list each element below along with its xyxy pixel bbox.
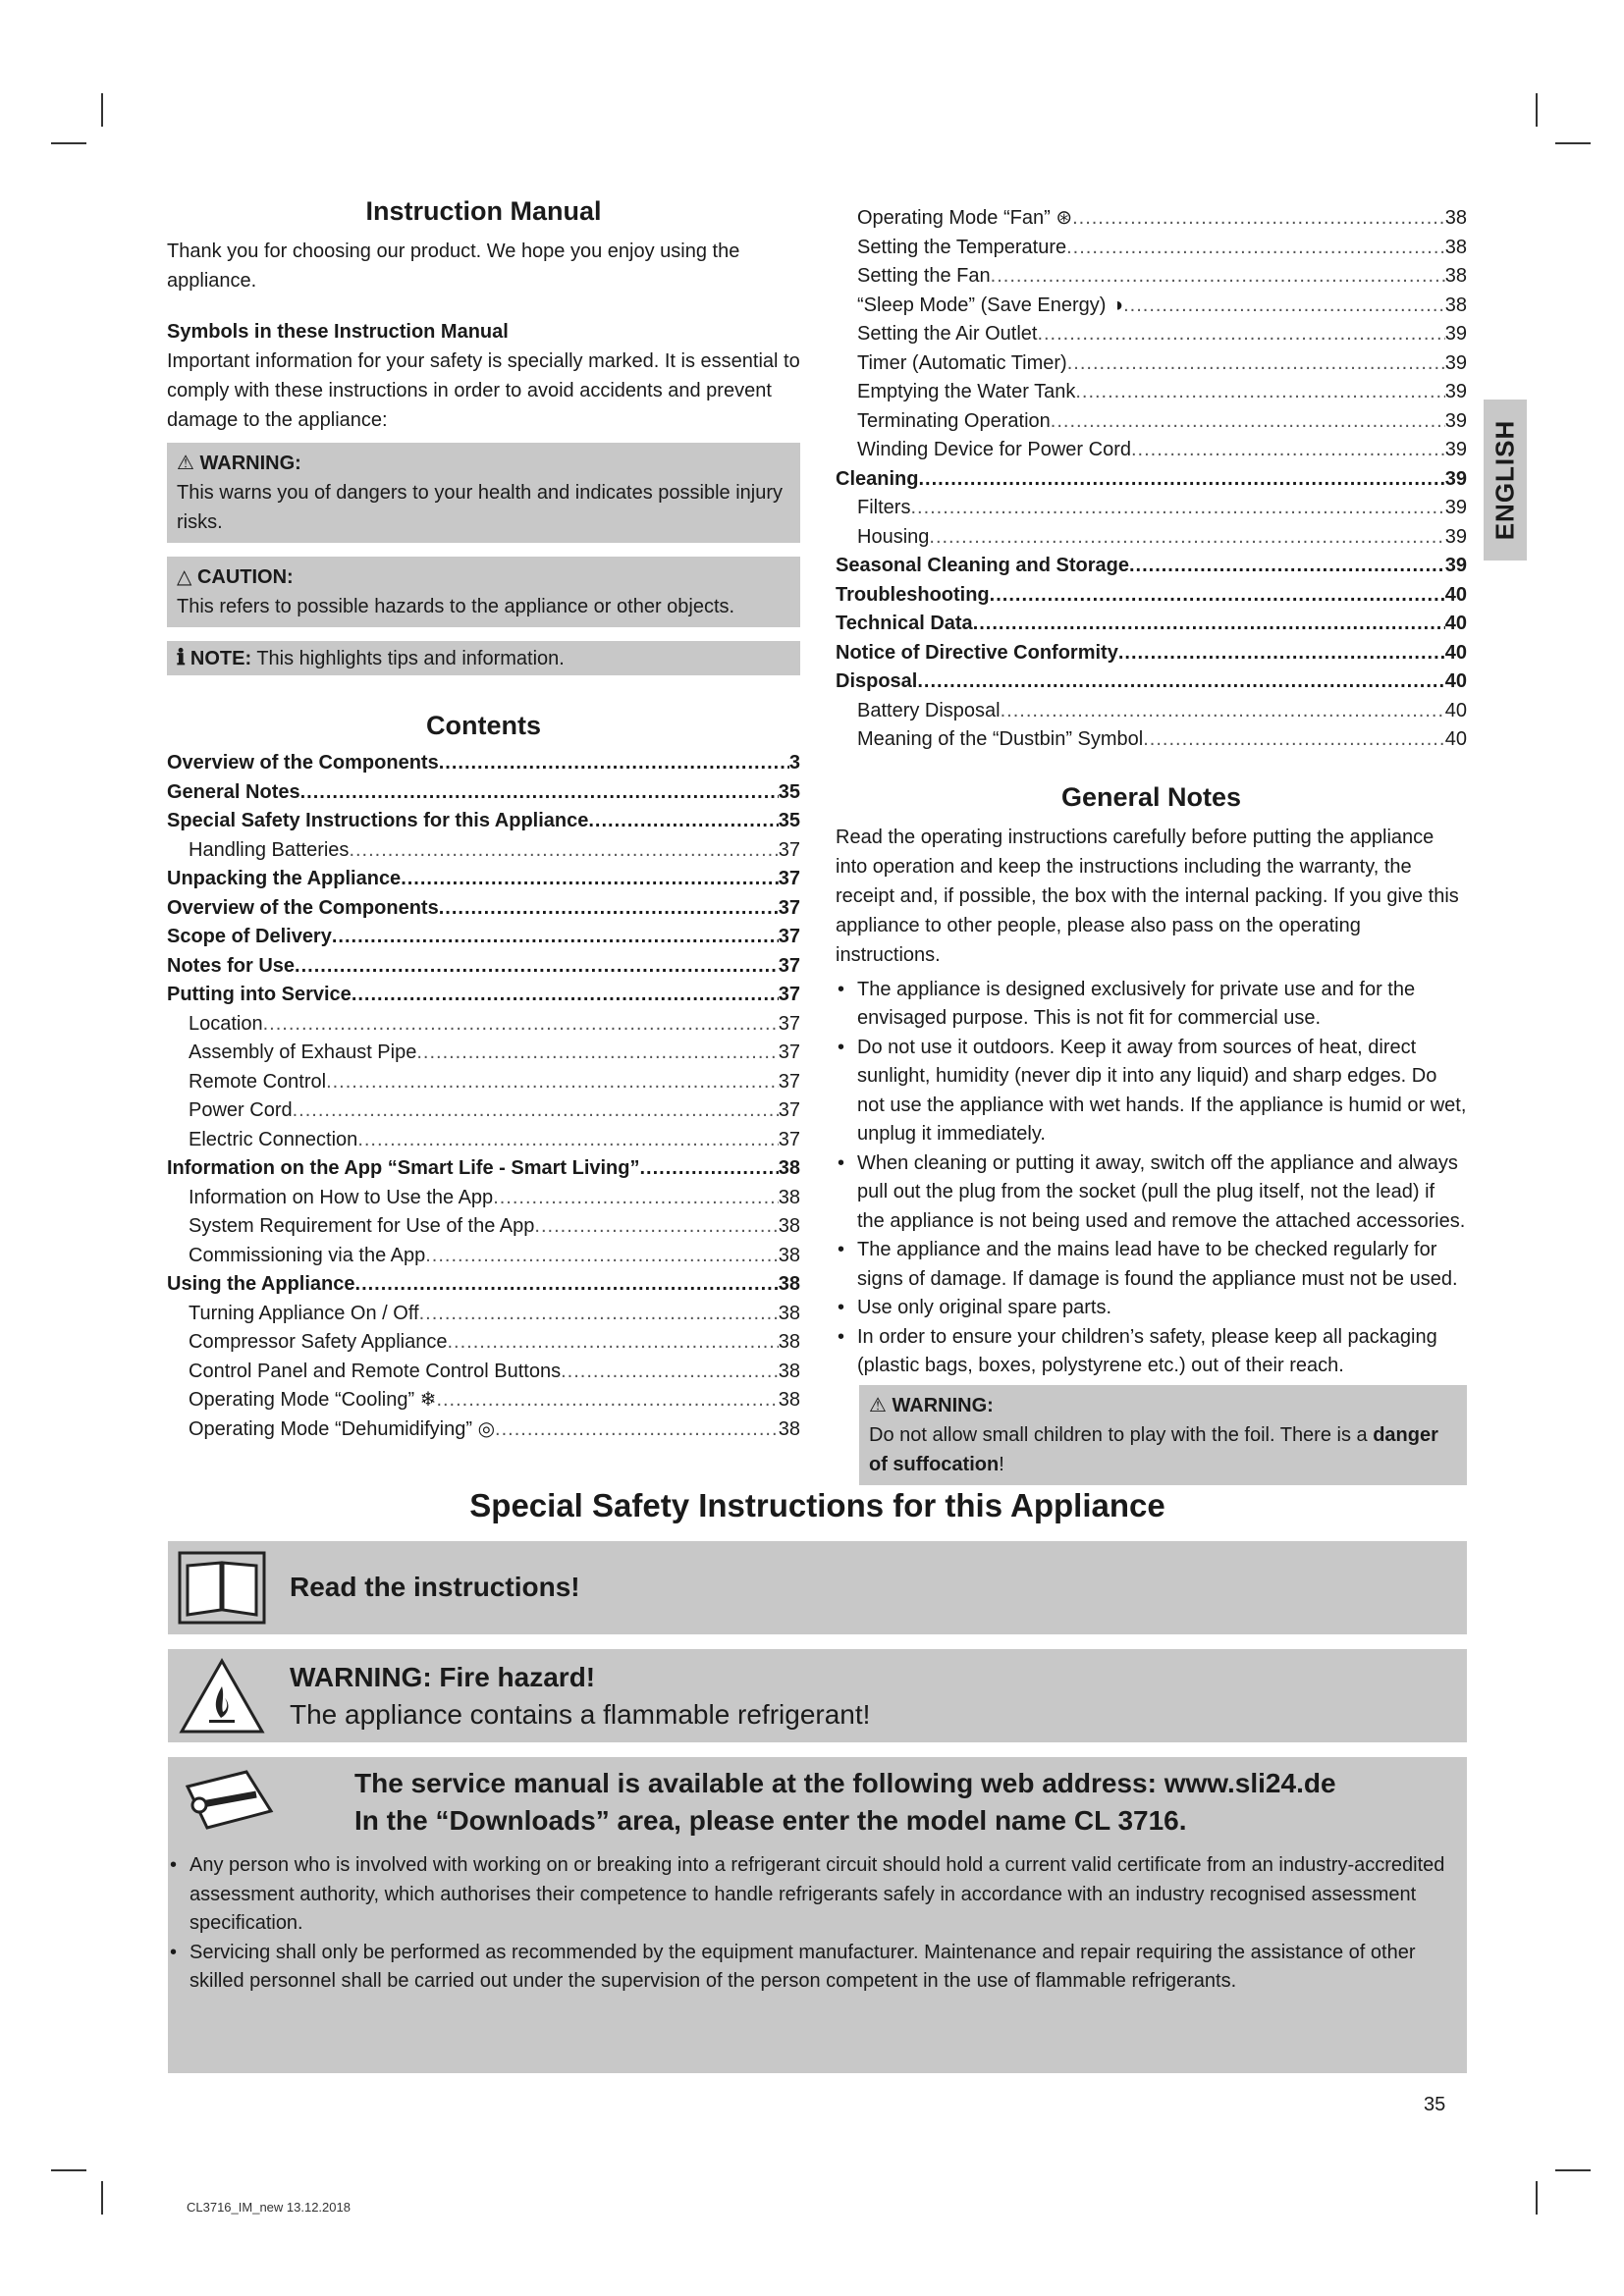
symbols-text: Important information for your safety is specially marked. It is essential to comply with these instructions in order to avoid accidents and prevent damage to the appliance: (167, 350, 800, 431)
note-box (167, 641, 800, 675)
toc-entry-title: General Notes (167, 780, 300, 803)
toc-entry-title: Emptying the Water Tank (857, 381, 1076, 402)
toc-entry-title: Unpacking the Appliance (167, 868, 402, 889)
toc-entry-title: Compressor Safety Appliance (189, 1331, 448, 1353)
toc-entry (167, 1068, 800, 1097)
read-instructions-band (168, 1541, 1467, 1634)
bullet-item: • In order to ensure your children’s safety, please keep all packaging (plastic bags, boxes, polystyrene etc.) out of their reach. (836, 1323, 1467, 1381)
language-tab (1484, 400, 1527, 561)
info-icon: ℹ (177, 645, 186, 669)
crop-mark (101, 93, 103, 127)
toc-leader (910, 494, 1444, 523)
toc-entry (836, 494, 1467, 523)
toc-leader (1075, 378, 1444, 407)
toc-leader (561, 1358, 779, 1387)
warning-text: This warns you of dangers to your health and indicates possible injury risks. (177, 482, 784, 533)
toc-entry-title: Scope of Delivery (167, 926, 332, 947)
caution-box (167, 557, 800, 627)
service-wrench-icon (178, 1767, 276, 1836)
warning-end: ! (999, 1453, 1004, 1475)
warning-text: Do not allow small children to play with the foil. There is a (869, 1423, 1368, 1446)
toc-entry (167, 894, 800, 924)
toc-entry-page: 37 (778, 1128, 800, 1150)
toc-entry (167, 865, 800, 894)
warning-label: WARNING: (892, 1394, 994, 1416)
toc-leader (1001, 697, 1445, 726)
toc-entry-page: 37 (778, 896, 800, 919)
toc-entry-page: 38 (1444, 207, 1467, 229)
toc-entry-title: Setting the Air Outlet (857, 323, 1038, 345)
toc-entry (167, 1010, 800, 1040)
toc-entry-page: 39 (1444, 555, 1467, 576)
toc-entry-page: 38 (778, 1360, 800, 1382)
toc-entry-title: Terminating Operation (857, 409, 1051, 432)
toc-entry (836, 234, 1467, 263)
toc-entry-title: Battery Disposal (857, 699, 1001, 721)
bullet-item: • When cleaning or putting it away, switch off the appliance and always pull out the plug from the socket (pull the plug itself, not the lead) if the appliance is not being used and remove the attached accessories. (836, 1149, 1467, 1237)
toc-entry-title: Handling Batteries (189, 838, 350, 861)
toc-entry-title: Housing (857, 525, 930, 548)
toc-entry-page: 37 (778, 926, 800, 947)
toc-entry (167, 923, 800, 952)
page-number: 35 (1424, 2094, 1446, 2115)
language-tab-label: ENGLISH (1489, 419, 1520, 541)
doc-id: CL3716_IM_new 13.12.2018 (187, 2200, 351, 2215)
toc-entry-page: 40 (1444, 699, 1467, 721)
toc-entry (167, 1415, 800, 1445)
toc-leader (401, 865, 779, 894)
toc-leader (495, 1415, 779, 1445)
toc-entry (167, 1242, 800, 1271)
toc-entry-title: Troubleshooting (836, 583, 990, 606)
toc-entry (167, 1212, 800, 1242)
toc-entry-page: 38 (778, 1273, 800, 1295)
toc-entry (167, 807, 800, 836)
general-notes-list (836, 976, 1467, 1381)
toc-leader (332, 923, 779, 952)
symbols-heading: Symbols in these Instruction Manual (167, 321, 509, 343)
toc-right-list (836, 204, 1467, 755)
toc-entry-title: Location (189, 1012, 263, 1035)
toc-entry-title: Operating Mode “Fan” ⊛ (857, 207, 1073, 229)
general-notes-title: General Notes (1060, 781, 1242, 812)
crop-mark (101, 2181, 103, 2215)
toc-entry-page: 40 (1444, 641, 1467, 664)
book-icon (178, 1551, 266, 1625)
crop-mark (51, 2169, 86, 2171)
toc-entry-page: 39 (1444, 467, 1467, 490)
toc-entry-page: 38 (1444, 294, 1467, 316)
toc-leader (493, 1184, 779, 1213)
toc-leader (263, 1010, 779, 1040)
toc-leader (640, 1154, 779, 1184)
toc-entry-page: 38 (778, 1417, 800, 1440)
toc-entry-page: 40 (1444, 613, 1467, 634)
toc-entry-title: Commissioning via the App (189, 1244, 426, 1266)
toc-entry-title: Information on the App “Smart Life - Smart Living” (167, 1157, 640, 1179)
toc-entry-title: Information on How to Use the App (189, 1186, 494, 1208)
toc-entry-title: “Sleep Mode” (Save Energy) ◑ (857, 294, 1124, 316)
toc-entry (167, 1270, 800, 1300)
toc-entry (836, 349, 1467, 379)
toc-entry-page: 39 (1444, 381, 1467, 402)
toc-leader (293, 1096, 779, 1126)
toc-leader (1123, 292, 1445, 321)
toc-entry-page: 40 (1444, 670, 1467, 692)
toc-entry-title: Power Cord (189, 1099, 293, 1121)
toc-entry (167, 1096, 800, 1126)
toc-entry (836, 262, 1467, 292)
manual-title: Instruction Manual (365, 196, 602, 226)
toc-entry-page: 37 (778, 1070, 800, 1093)
toc-leader (918, 465, 1444, 495)
toc-entry-page: 37 (778, 1041, 800, 1063)
toc-entry-title: Cleaning (836, 467, 919, 490)
toc-entry (836, 581, 1467, 611)
toc-entry-page: 39 (1444, 409, 1467, 432)
toc-leader (300, 778, 779, 808)
toc-leader (1067, 349, 1445, 379)
toc-leader (425, 1242, 779, 1271)
toc-leader (416, 1039, 778, 1068)
toc-entry-page: 40 (1444, 583, 1467, 606)
toc-entry (167, 1358, 800, 1387)
left-column (167, 196, 800, 1444)
special-safety-title: Special Safety Instructions for this Appliance (469, 1487, 1165, 1523)
crop-mark (1536, 93, 1538, 127)
toc-entry (167, 1184, 800, 1213)
note-text: This highlights tips and information. (256, 648, 565, 669)
toc-entry-page: 35 (778, 780, 800, 803)
crop-mark (51, 142, 86, 144)
toc-entry-title: Seasonal Cleaning and Storage (836, 555, 1129, 576)
bullet-item: • The appliance and the mains lead have to be checked regularly for signs of damage. If damage is found the appliance must not be used. (836, 1236, 1467, 1294)
toc-leader (534, 1212, 778, 1242)
warning-bold-text: danger of suffocation (869, 1423, 1438, 1475)
toc-entry (836, 610, 1467, 639)
special-safety-list (168, 1851, 1454, 1997)
toc-entry (836, 320, 1467, 349)
toc-entry-title: Assembly of Exhaust Pipe (189, 1041, 417, 1063)
toc-leader (1118, 639, 1445, 668)
toc-entry-page: 39 (1444, 351, 1467, 374)
toc-leader (1131, 436, 1445, 465)
toc-entry-page: 38 (778, 1215, 800, 1237)
toc-entry-page: 40 (1444, 728, 1467, 750)
toc-entry-title: Setting the Temperature (857, 236, 1067, 258)
caution-icon: △ (177, 566, 192, 588)
toc-leader (1129, 552, 1445, 581)
toc-entry-page: 39 (1444, 439, 1467, 460)
caution-label: CAUTION: (196, 566, 294, 588)
toc-entry-page: 3 (788, 752, 800, 774)
read-instructions-text: Read the instructions! (290, 1572, 580, 1602)
toc-entry (167, 981, 800, 1010)
thanks-text: Thank you for choosing our product. We hope you enjoy using the appliance. (167, 240, 740, 292)
toc-leader (295, 952, 779, 982)
toc-leader (419, 1300, 779, 1329)
toc-entry (167, 1386, 800, 1415)
toc-leader (1072, 204, 1445, 234)
toc-entry (836, 552, 1467, 581)
toc-entry-page: 37 (778, 1099, 800, 1121)
fire-hazard-heading: WARNING: Fire hazard! (290, 1662, 596, 1692)
crop-mark (1536, 2181, 1538, 2215)
toc-entry (836, 639, 1467, 668)
toc-entry-title: Disposal (836, 670, 918, 692)
toc-leader (1066, 234, 1445, 263)
bullet-item: • The appliance is designed exclusively for private use and for the envisaged purpose. This is not fit for commercial use. (836, 976, 1467, 1034)
toc-entry (167, 778, 800, 808)
general-notes-intro: Read the operating instructions carefully before putting the appliance into operation and keep the instructions including the warranty, the receipt and, if possible, the box with the internal packing. If you give this appliance to other people, please also pass on the operating instructions. (836, 826, 1459, 966)
toc-entry (836, 378, 1467, 407)
toc-entry-title: Putting into Service (167, 984, 352, 1005)
toc-entry-page: 39 (1444, 525, 1467, 548)
toc-entry-title: Control Panel and Remote Control Buttons (189, 1360, 562, 1382)
toc-entry-page: 38 (778, 1157, 800, 1179)
toc-leader (1037, 320, 1444, 349)
toc-entry-title: Turning Appliance On / Off (189, 1302, 419, 1324)
toc-entry-page: 38 (1444, 265, 1467, 287)
toc-leader (355, 1270, 779, 1300)
toc-leader (439, 749, 789, 778)
toc-entry (836, 436, 1467, 465)
toc-entry (167, 952, 800, 982)
bullet-item: • Use only original spare parts. (836, 1294, 1467, 1323)
toc-entry (836, 204, 1467, 234)
caution-text: This refers to possible hazards to the appliance or other objects. (177, 596, 735, 617)
toc-entry (167, 1039, 800, 1068)
contents-title: Contents (426, 711, 541, 740)
toc-entry (167, 1126, 800, 1155)
toc-leader (1143, 725, 1445, 755)
toc-entry-title: Meaning of the “Dustbin” Symbol (857, 728, 1144, 750)
toc-leader (917, 667, 1444, 697)
toc-entry (167, 749, 800, 778)
toc-entry-page: 38 (778, 1331, 800, 1353)
toc-entry (167, 1154, 800, 1184)
toc-entry-title: Operating Mode “Dehumidifying” ◎ (189, 1417, 496, 1440)
toc-entry-title: Winding Device for Power Cord (857, 439, 1131, 460)
toc-leader (326, 1068, 779, 1097)
toc-entry-page: 37 (778, 984, 800, 1005)
toc-entry-title: Remote Control (189, 1070, 327, 1093)
toc-leader (973, 610, 1445, 639)
toc-leader (447, 1328, 778, 1358)
note-label: NOTE: (189, 648, 252, 669)
toc-leader (352, 981, 779, 1010)
suffocation-warning-box (859, 1385, 1467, 1485)
toc-entry (836, 407, 1467, 437)
toc-entry-title: Timer (Automatic Timer) (857, 351, 1067, 374)
toc-entry-page: 38 (778, 1302, 800, 1324)
toc-entry-title: Notice of Directive Conformity (836, 641, 1118, 664)
toc-leader (929, 523, 1444, 553)
toc-entry-page: 38 (778, 1389, 800, 1411)
toc-leader (588, 807, 778, 836)
toc-entry (167, 1300, 800, 1329)
toc-leader (990, 581, 1445, 611)
toc-entry (836, 697, 1467, 726)
toc-entry-page: 38 (1444, 236, 1467, 258)
toc-leader (436, 1386, 778, 1415)
flammable-icon (178, 1657, 266, 1735)
toc-entry-title: Overview of the Components (167, 752, 439, 774)
service-band (168, 1757, 1467, 2073)
bullet-item: • Do not use it outdoors. Keep it away from sources of heat, direct sunlight, humidity (never dip it into any liquid) and sharp edges. Do not use the appliance with wet hands. If the appliance is humid or wet, unplug it immediately. (836, 1034, 1467, 1149)
warning-box (167, 443, 800, 543)
toc-leader (991, 262, 1445, 292)
bullet-item: • Servicing shall only be performed as recommended by the equipment manufacturer. Maintenance and repair requiring the assistance of other skilled personnel shall be carried out under the supervision of the person competent in the use of flammable refrigerants. (168, 1939, 1454, 1997)
toc-entry-title: Using the Appliance (167, 1273, 355, 1295)
toc-leader (357, 1126, 778, 1155)
toc-entry-page: 39 (1444, 497, 1467, 518)
toc-leader (439, 894, 779, 924)
toc-entry-page: 37 (778, 954, 800, 977)
toc-left-list (167, 749, 800, 1444)
toc-entry-page: 35 (778, 810, 800, 831)
toc-entry (836, 523, 1467, 553)
toc-entry (836, 465, 1467, 495)
toc-entry-title: Setting the Fan (857, 265, 991, 287)
toc-entry-page: 38 (778, 1186, 800, 1208)
toc-leader (349, 836, 778, 866)
warning-icon: ⚠ (869, 1394, 887, 1416)
crop-mark (1555, 2169, 1591, 2171)
crop-mark (1555, 142, 1591, 144)
toc-entry-title: Notes for Use (167, 954, 296, 977)
toc-entry (836, 667, 1467, 697)
toc-entry-title: Special Safety Instructions for this Appliance (167, 810, 589, 831)
toc-entry (836, 725, 1467, 755)
toc-entry (167, 836, 800, 866)
toc-entry-title: Electric Connection (189, 1128, 358, 1150)
toc-entry (836, 292, 1467, 321)
toc-entry-title: System Requirement for Use of the App (189, 1215, 535, 1237)
toc-entry-title: Operating Mode “Cooling” ❄ (189, 1389, 437, 1411)
warning-icon: ⚠ (177, 453, 194, 474)
toc-entry-title: Overview of the Components (167, 896, 439, 919)
right-column (836, 204, 1467, 1485)
toc-entry (167, 1328, 800, 1358)
service-line-2: In the “Downloads” area, please enter the model name CL 3716. (354, 1805, 1187, 1836)
toc-entry-page: 37 (778, 838, 800, 861)
fire-hazard-text: The appliance contains a flammable refrigerant! (290, 1699, 871, 1730)
toc-entry-page: 37 (778, 868, 800, 889)
toc-entry-page: 37 (778, 1012, 800, 1035)
toc-leader (1051, 407, 1445, 437)
warning-label: WARNING: (199, 453, 301, 474)
bullet-item: • Any person who is involved with working on or breaking into a refrigerant circuit should hold a current valid certificate from an industry-accredited assessment authority, which authorises their competence to handle refrigerants safely in accordance with an industry recognised assessment specification. (168, 1851, 1454, 1939)
fire-hazard-band (168, 1649, 1467, 1742)
toc-entry-page: 39 (1444, 323, 1467, 345)
toc-entry-title: Technical Data (836, 613, 973, 634)
toc-entry-page: 38 (778, 1244, 800, 1266)
toc-entry-title: Filters (857, 497, 911, 518)
service-line-1: The service manual is available at the following web address: www.sli24.de (354, 1768, 1336, 1798)
